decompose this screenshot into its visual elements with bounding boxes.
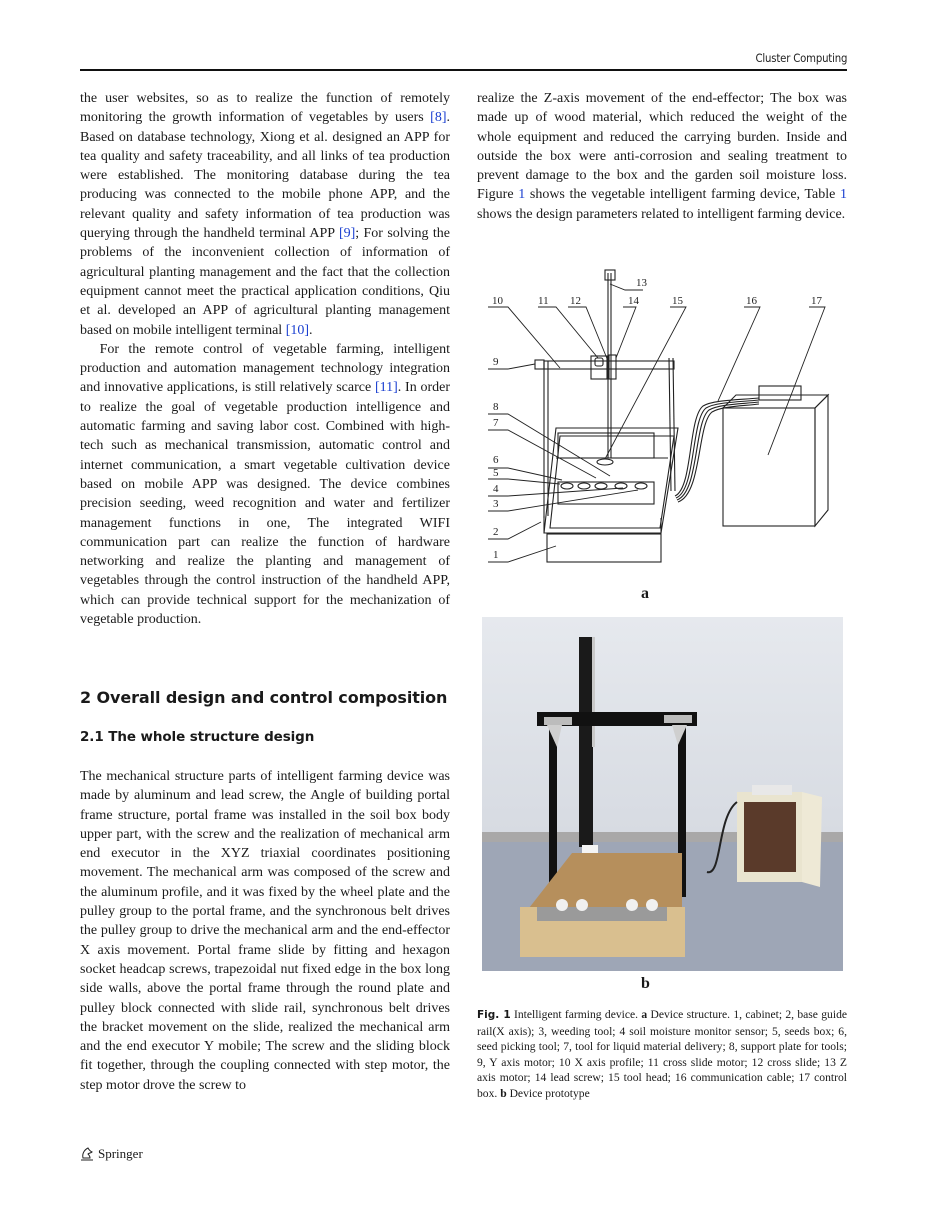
paragraph-2: For the remote control of vegetable farming, intelligent production and automation management technology integration and innovative applications, is still relatively scarce [11]. In order to realize the goal of vegetable production intelligence and automatic farming and saving labor cost. Combined with high-tech such as mechanical transmission, automatic control and internet communication, a smart vegetable cultivation device based on mobile APP was designed. The device combines precision seeding, weed recognition and water and fertilizer management functions in one, The integrated WIFI communication part can realize the function of hardware networking and realize the planting and management of vegetables through the control instruction of the handheld APP, which can provide technical support for the mechanization of vegetable production. [80, 341, 451, 628]
springer-horse-icon [80, 1146, 94, 1162]
citation-link-10[interactable]: [10] [285, 322, 310, 338]
table-link-1[interactable]: 1 [840, 187, 847, 203]
callout-7: 7 [493, 417, 499, 429]
callout-17: 17 [811, 295, 822, 307]
callout-8: 8 [493, 401, 499, 413]
callout-13: 13 [636, 277, 647, 289]
figure-caption: Fig. 1 Intelligent farming device. a Device structure. 1, cabinet; 2, base guide rail(X axis); 3, weeding tool; 4 soil moisture monitor sensor; 5, seeds box; 6, seed picking tool; 7, tool for liquid material delivery; 8, support plate for tools; 9, Y axis motor; 10 X axis profile; 11 cross slide motor; 12 cross slide; 13 Z axis motor; 14 lead screw; 15 tool head; 16 communication cable; 17 control box. b Device prototype [477, 1008, 848, 1100]
right-column-text [477, 89, 847, 224]
callout-3: 3 [493, 498, 499, 510]
left-column-lower [80, 767, 450, 1095]
callout-14: 14 [628, 295, 639, 307]
citation-link-9[interactable]: [9] [338, 226, 356, 242]
paragraph-3: The mechanical structure parts of intelligent farming device was made by aluminum and lead screw, the Angle of building portal frame structure, portal frame was installed in the soil box body upper part, with the screw and the realization of mechanical arm end executor in the XYZ triaxial coordinates positioning movement. The mechanical arm was composed of the screw and the aluminum profile, and it was fixed by the wheel plate and the pulley group to the portal frame, and the synchronous belt drives the pulley group to drive the mechanical arm and the end-effector X axis movement. Portal frame slide by fitting and hexagon socket headcap screws, trapezoidal nut fixed edge in the box long side walls, above the portal frame through the round plate and pulley block connected with slide rail, synchronous belt drives the bracket movement on the slide, realized the mechanical arm and the end executor Y mobile; The screw and the sliding block fit together, through the coupling connected with step motor, the step motor drove the screw to [80, 769, 450, 1093]
left-column-upper [80, 89, 450, 629]
callout-16: 16 [746, 295, 757, 307]
citation-link-11[interactable]: [11] [374, 380, 398, 396]
callout-1: 1 [493, 549, 499, 561]
publisher-name: Springer [98, 1146, 143, 1161]
callout-15: 15 [672, 295, 683, 307]
running-head-journal: Cluster Computing [755, 51, 847, 65]
callout-9: 9 [493, 356, 499, 368]
paragraph-1: the user websites, so as to realize the function of remotely monitoring the growth information of vegetables by users [8]. Based on database technology, Xiong et al. designed an APP for tea quality and safety traceability, and all links of tea production were established. The monitoring database during the tea producing was connected to the mobile phone APP, and the relevant quality and safety information of tea production was querying through the handheld terminal APP [9]; For solving the problems of the inconvenient collection of information of agricultural planting management and the fact that the collection equipment cannot meet the practical application conditions, Qiu et al. developed an APP of agricultural planting management based on mobile intelligent terminal [10]. [80, 91, 451, 338]
callout-10: 10 [492, 295, 503, 307]
figure-caption-tag: Fig. 1 [477, 1009, 511, 1021]
callout-4: 4 [493, 483, 499, 495]
figure-b-device-prototype-photo [482, 617, 843, 971]
figure-link-1[interactable]: 1 [518, 187, 526, 203]
callout-6: 6 [493, 454, 499, 466]
figure-label-a: a [641, 585, 649, 602]
section-heading: 2 Overall design and control composition [80, 688, 448, 707]
figure-label-b: b [641, 975, 650, 992]
footer-publisher [80, 1146, 143, 1162]
citation-link-8[interactable]: [8] [430, 110, 447, 126]
callout-5: 5 [493, 467, 499, 479]
figure-a-device-structure-diagram [478, 258, 858, 598]
callout-12: 12 [570, 295, 581, 307]
callout-11: 11 [538, 295, 549, 307]
header-rule [80, 69, 847, 71]
callout-2: 2 [493, 526, 499, 538]
subsection-heading: 2.1 The whole structure design [80, 729, 315, 745]
paragraph-right-1: realize the Z-axis movement of the end-effector; The box was made up of wood material, which reduced the weight of the whole equipment and reduced the carrying burden. Inside and outside the box were anti-corrosion and sealing treatment to prevent damage to the box and the garden soil moisture loss. Figure 1 shows the vegetable intelligent farming device, Table 1 shows the design parameters related to intelligent farming device. [477, 91, 847, 222]
